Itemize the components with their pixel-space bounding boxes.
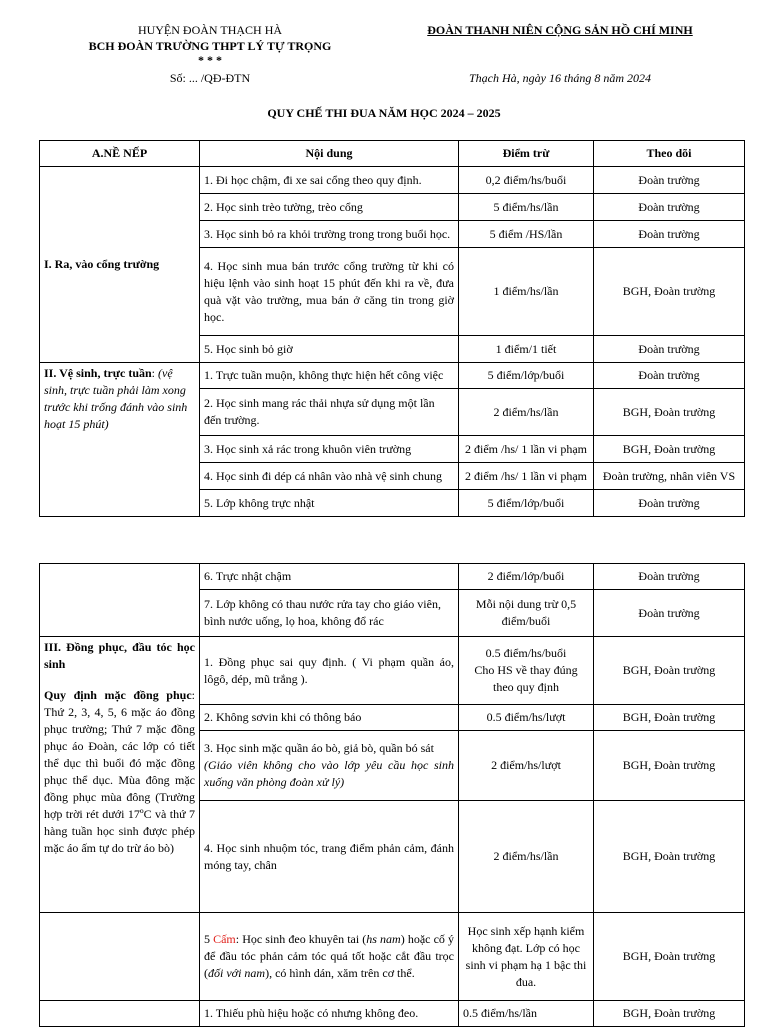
rule-content: 4. Học sinh đi dép cá nhân vào nhà vệ sinh chung: [200, 463, 459, 490]
header-category: A.NỀ NẾP: [40, 141, 200, 167]
rule-points: 5 điểm/lớp/buổi: [459, 363, 594, 389]
rule-points-note: Cho HS về thay đúng theo quy định: [474, 663, 578, 694]
rule-points: 1 điểm/1 tiết: [459, 336, 594, 363]
uniform-rule-text: : Thứ 2, 3, 4, 5, 6 mặc áo đồng phục trường; Thứ 7 mặc đồng phục áo Đoàn, các lớp có tiết thể dục thì buổi đó mặc đồng phục thể dục. Mùa đông mặc đồng phục mùa đông (Trường hợp trời rét dưới 17ºC và thứ 7 hàng tuần học sinh được phép mặc áo ấm tự do trừ áo bò): [44, 688, 195, 855]
rule-content: 6. Trực nhật chậm: [200, 564, 459, 590]
rule-content: 4. Học sinh mua bán trước cổng trường từ khi có hiệu lệnh vào sinh hoạt 15 phút đến khi ra về, đưa quà vặt vào trường, mua bán ở căng tin trong giờ học.: [200, 248, 459, 336]
header-monitor: Theo dõi: [594, 141, 745, 167]
issuer-block: [60, 22, 360, 86]
table-row: [40, 637, 745, 705]
document-date: Thạch Hà, ngày 16 tháng 8 năm 2024: [469, 71, 651, 85]
rule-monitor: Đoàn trường: [594, 490, 745, 517]
rule-points-value: 0.5 điểm/hs/buổi: [485, 646, 567, 660]
rule-monitor: BGH, Đoàn trường: [594, 637, 745, 705]
rule-text-b-italic: đối với nam: [208, 966, 266, 980]
category-title: III. Đồng phục, đầu tóc học sinh: [44, 640, 195, 671]
rule-content: 7. Lớp không có thau nước rửa tay cho giáo viên, bình nước uống, lọ hoa, không đổ rác: [200, 590, 459, 637]
rule-points: 5 điểm /HS/lần: [459, 221, 594, 248]
rule-points: Học sinh xếp hạnh kiểm không đạt. Lớp có học sinh vi phạm hạ 1 bậc thi đua.: [459, 913, 594, 1001]
rule-points: 2 điểm /hs/ 1 lần vi phạm: [459, 463, 594, 490]
rule-monitor: BGH, Đoàn trường: [594, 913, 745, 1001]
rule-monitor: BGH, Đoàn trường: [594, 1001, 745, 1027]
organization-name: ĐOÀN THANH NIÊN CỘNG SẢN HỒ CHÍ MINH: [427, 23, 693, 37]
rule-content: [200, 913, 459, 1001]
table-row: [40, 363, 745, 389]
rule-content: 1. Trực tuần muộn, không thực hiện hết công việc: [200, 363, 459, 389]
rule-monitor: BGH, Đoàn trường: [594, 389, 745, 436]
rule-prohibited-label: Cấm: [213, 932, 236, 946]
rule-points: 2 điểm/hs/lần: [459, 389, 594, 436]
rule-monitor: Đoàn trường: [594, 221, 745, 248]
rule-monitor: BGH, Đoàn trường: [594, 248, 745, 336]
uniform-rule-title: Quy định mặc đồng phục: [44, 688, 192, 702]
rule-points: 5 điểm/hs/lần: [459, 194, 594, 221]
issuer-school: BCH ĐOÀN TRƯỜNG THPT LÝ TỰ TRỌNG: [88, 39, 332, 53]
rule-content: 5. Lớp không trực nhật: [200, 490, 459, 517]
rule-monitor: Đoàn trường: [594, 363, 745, 389]
rule-points: 2 điểm/lớp/buổi: [459, 564, 594, 590]
rule-monitor: Đoàn trường: [594, 167, 745, 194]
rule-content: 2. Không sơvin khi có thông báo: [200, 705, 459, 731]
rule-points: 0.5 điểm/hs/lần: [459, 1001, 594, 1027]
rule-points: 5 điểm/lớp/buổi: [459, 490, 594, 517]
rule-points: Mỗi nội dung trừ 0,5 điểm/buổi: [459, 590, 594, 637]
rule-points: 2 điểm/hs/lượt: [459, 731, 594, 801]
table-row: [40, 167, 745, 194]
regulation-table-page1: [39, 140, 745, 517]
document-number: Số: ... /QĐ-ĐTN: [169, 71, 251, 85]
issuer-stars: * * *: [198, 53, 222, 67]
table-header-row: [40, 141, 745, 167]
rule-points: [459, 637, 594, 705]
rule-text-a: : Học sinh đeo khuyên tai (: [235, 932, 367, 946]
category-cell-continued: [40, 564, 200, 637]
category-cell-empty: [40, 913, 200, 1001]
rule-monitor: BGH, Đoàn trường: [594, 731, 745, 801]
category-title: II. Vệ sinh, trực tuần: [44, 366, 152, 380]
category-cell-empty: [40, 1001, 200, 1027]
rule-monitor: Đoàn trường: [594, 564, 745, 590]
regulation-table-page2: [39, 563, 745, 1027]
rule-monitor: Đoàn trường, nhân viên VS: [594, 463, 745, 490]
rule-content: [200, 731, 459, 801]
rule-content: 1. Đồng phục sai quy định. ( Vi phạm quần áo, lôgô, dép, mũ trắng ).: [200, 637, 459, 705]
rule-monitor: BGH, Đoàn trường: [594, 801, 745, 913]
category-colon: :: [151, 366, 159, 380]
rule-content: 5. Học sinh bỏ giờ: [200, 336, 459, 363]
rule-content: 3. Học sinh xả rác trong khuôn viên trường: [200, 436, 459, 463]
document-title: QUY CHẾ THI ĐUA NĂM HỌC 2024 – 2025: [267, 106, 501, 120]
rule-content: 1. Thiếu phù hiệu hoặc có nhưng không đeo.: [200, 1001, 459, 1027]
rule-content: 3. Học sinh bỏ ra khỏi trường trong trong buổi học.: [200, 221, 459, 248]
rule-content: 2. Học sinh trèo tường, trèo cổng: [200, 194, 459, 221]
rule-text-b: ) hoặc cố ý để đầu tóc phản cảm tóc quá tốt hoặc cắt đầu trọc (: [204, 932, 454, 980]
organization-block: [410, 22, 710, 86]
category-note: (vệ sinh, trực tuần phải làm xong trước khi trống đánh vào sinh hoạt 15 phút): [44, 366, 188, 431]
table-row: [40, 1001, 745, 1027]
rule-content: 1. Đi học chậm, đi xe sai cổng theo quy định.: [200, 167, 459, 194]
rule-content-main: 3. Học sinh mặc quần áo bò, giả bò, quần bó sát: [204, 741, 434, 755]
rule-monitor: Đoàn trường: [594, 194, 745, 221]
rule-content-note: (Giáo viên không cho vào lớp yêu cầu học sinh xuống văn phòng đoàn xử lý): [204, 758, 454, 789]
rule-content: 4. Học sinh nhuộm tóc, trang điểm phản cảm, đánh móng tay, chân: [200, 801, 459, 913]
rule-text-a-italic: hs nam: [366, 932, 401, 946]
uniform-rule: [44, 687, 195, 857]
header-content: Nội dung: [200, 141, 459, 167]
rule-monitor: BGH, Đoàn trường: [594, 436, 745, 463]
rule-monitor: BGH, Đoàn trường: [594, 705, 745, 731]
rule-monitor: Đoàn trường: [594, 336, 745, 363]
rule-prefix: 5: [204, 932, 214, 946]
rule-text-c: ), có hình dán, xăm trên cơ thể.: [265, 966, 415, 980]
rule-points: 1 điểm/hs/lần: [459, 248, 594, 336]
table-row: [40, 564, 745, 590]
rule-points: 0.5 điểm/hs/lượt: [459, 705, 594, 731]
category-cell-gate: I. Ra, vào cổng trường: [40, 167, 200, 363]
category-cell-hygiene: [40, 363, 200, 517]
rule-monitor: Đoàn trường: [594, 590, 745, 637]
header-points: Điểm trừ: [459, 141, 594, 167]
category-cell-uniform: [40, 637, 200, 913]
table-row: [40, 913, 745, 1001]
rule-points: 2 điểm/hs/lần: [459, 801, 594, 913]
rule-points: 0,2 điểm/hs/buổi: [459, 167, 594, 194]
rule-content: 2. Học sinh mang rác thải nhựa sử dụng một lần đến trường.: [200, 389, 459, 436]
rule-points: 2 điểm /hs/ 1 lần vi phạm: [459, 436, 594, 463]
issuer-district: HUYỆN ĐOÀN THẠCH HÀ: [137, 23, 283, 37]
